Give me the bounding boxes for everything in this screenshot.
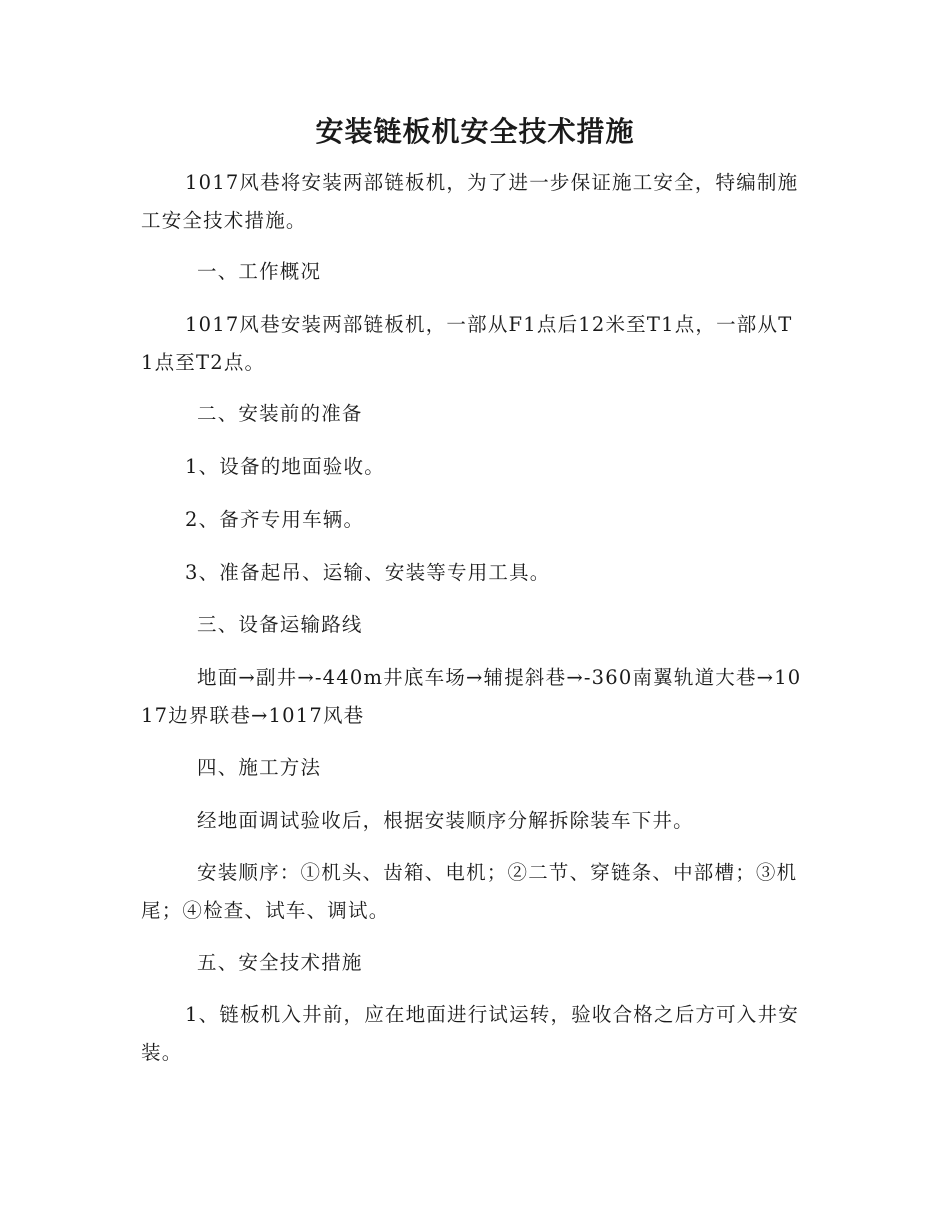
safety-item-1: 1、链板机入井前，应在地面进行试运转，验收合格之后方可入井安装。 [141, 1003, 799, 1064]
prep-item-2: 2、备齐专用车辆。 [185, 508, 365, 531]
section-heading-1: 一、工作概况 [197, 260, 322, 283]
install-order-paragraph: 安装顺序：①机头、齿箱、电机；②二节、穿链条、中部槽；③机尾；④检查、试车、调试。 [141, 861, 798, 922]
section-heading-2: 二、安装前的准备 [197, 402, 363, 425]
work-overview-paragraph: 1017风巷安装两部链板机，一部从F1点后12米至T1点，一部从T1点至T2点。 [141, 313, 793, 374]
section-heading-5: 五、安全技术措施 [197, 951, 363, 974]
prep-item-1: 1、设备的地面验收。 [185, 455, 385, 478]
method-paragraph: 经地面调试验收后，根据安装顺序分解拆除装车下井。 [197, 809, 694, 832]
transport-route-paragraph: 地面→副井→-440m井底车场→辅提斜巷→-360南翼轨道大巷→1017边界联巷→1017风巷 [141, 666, 802, 727]
intro-paragraph: 1017风巷将安装两部链板机，为了进一步保证施工安全，特编制施工安全技术措施。 [141, 171, 799, 232]
prep-item-3: 3、准备起吊、运输、安装等专用工具。 [185, 561, 551, 584]
section-heading-4: 四、施工方法 [197, 756, 322, 779]
page-title: 安装链板机安全技术措施 [315, 115, 635, 148]
section-heading-3: 三、设备运输路线 [197, 613, 363, 636]
